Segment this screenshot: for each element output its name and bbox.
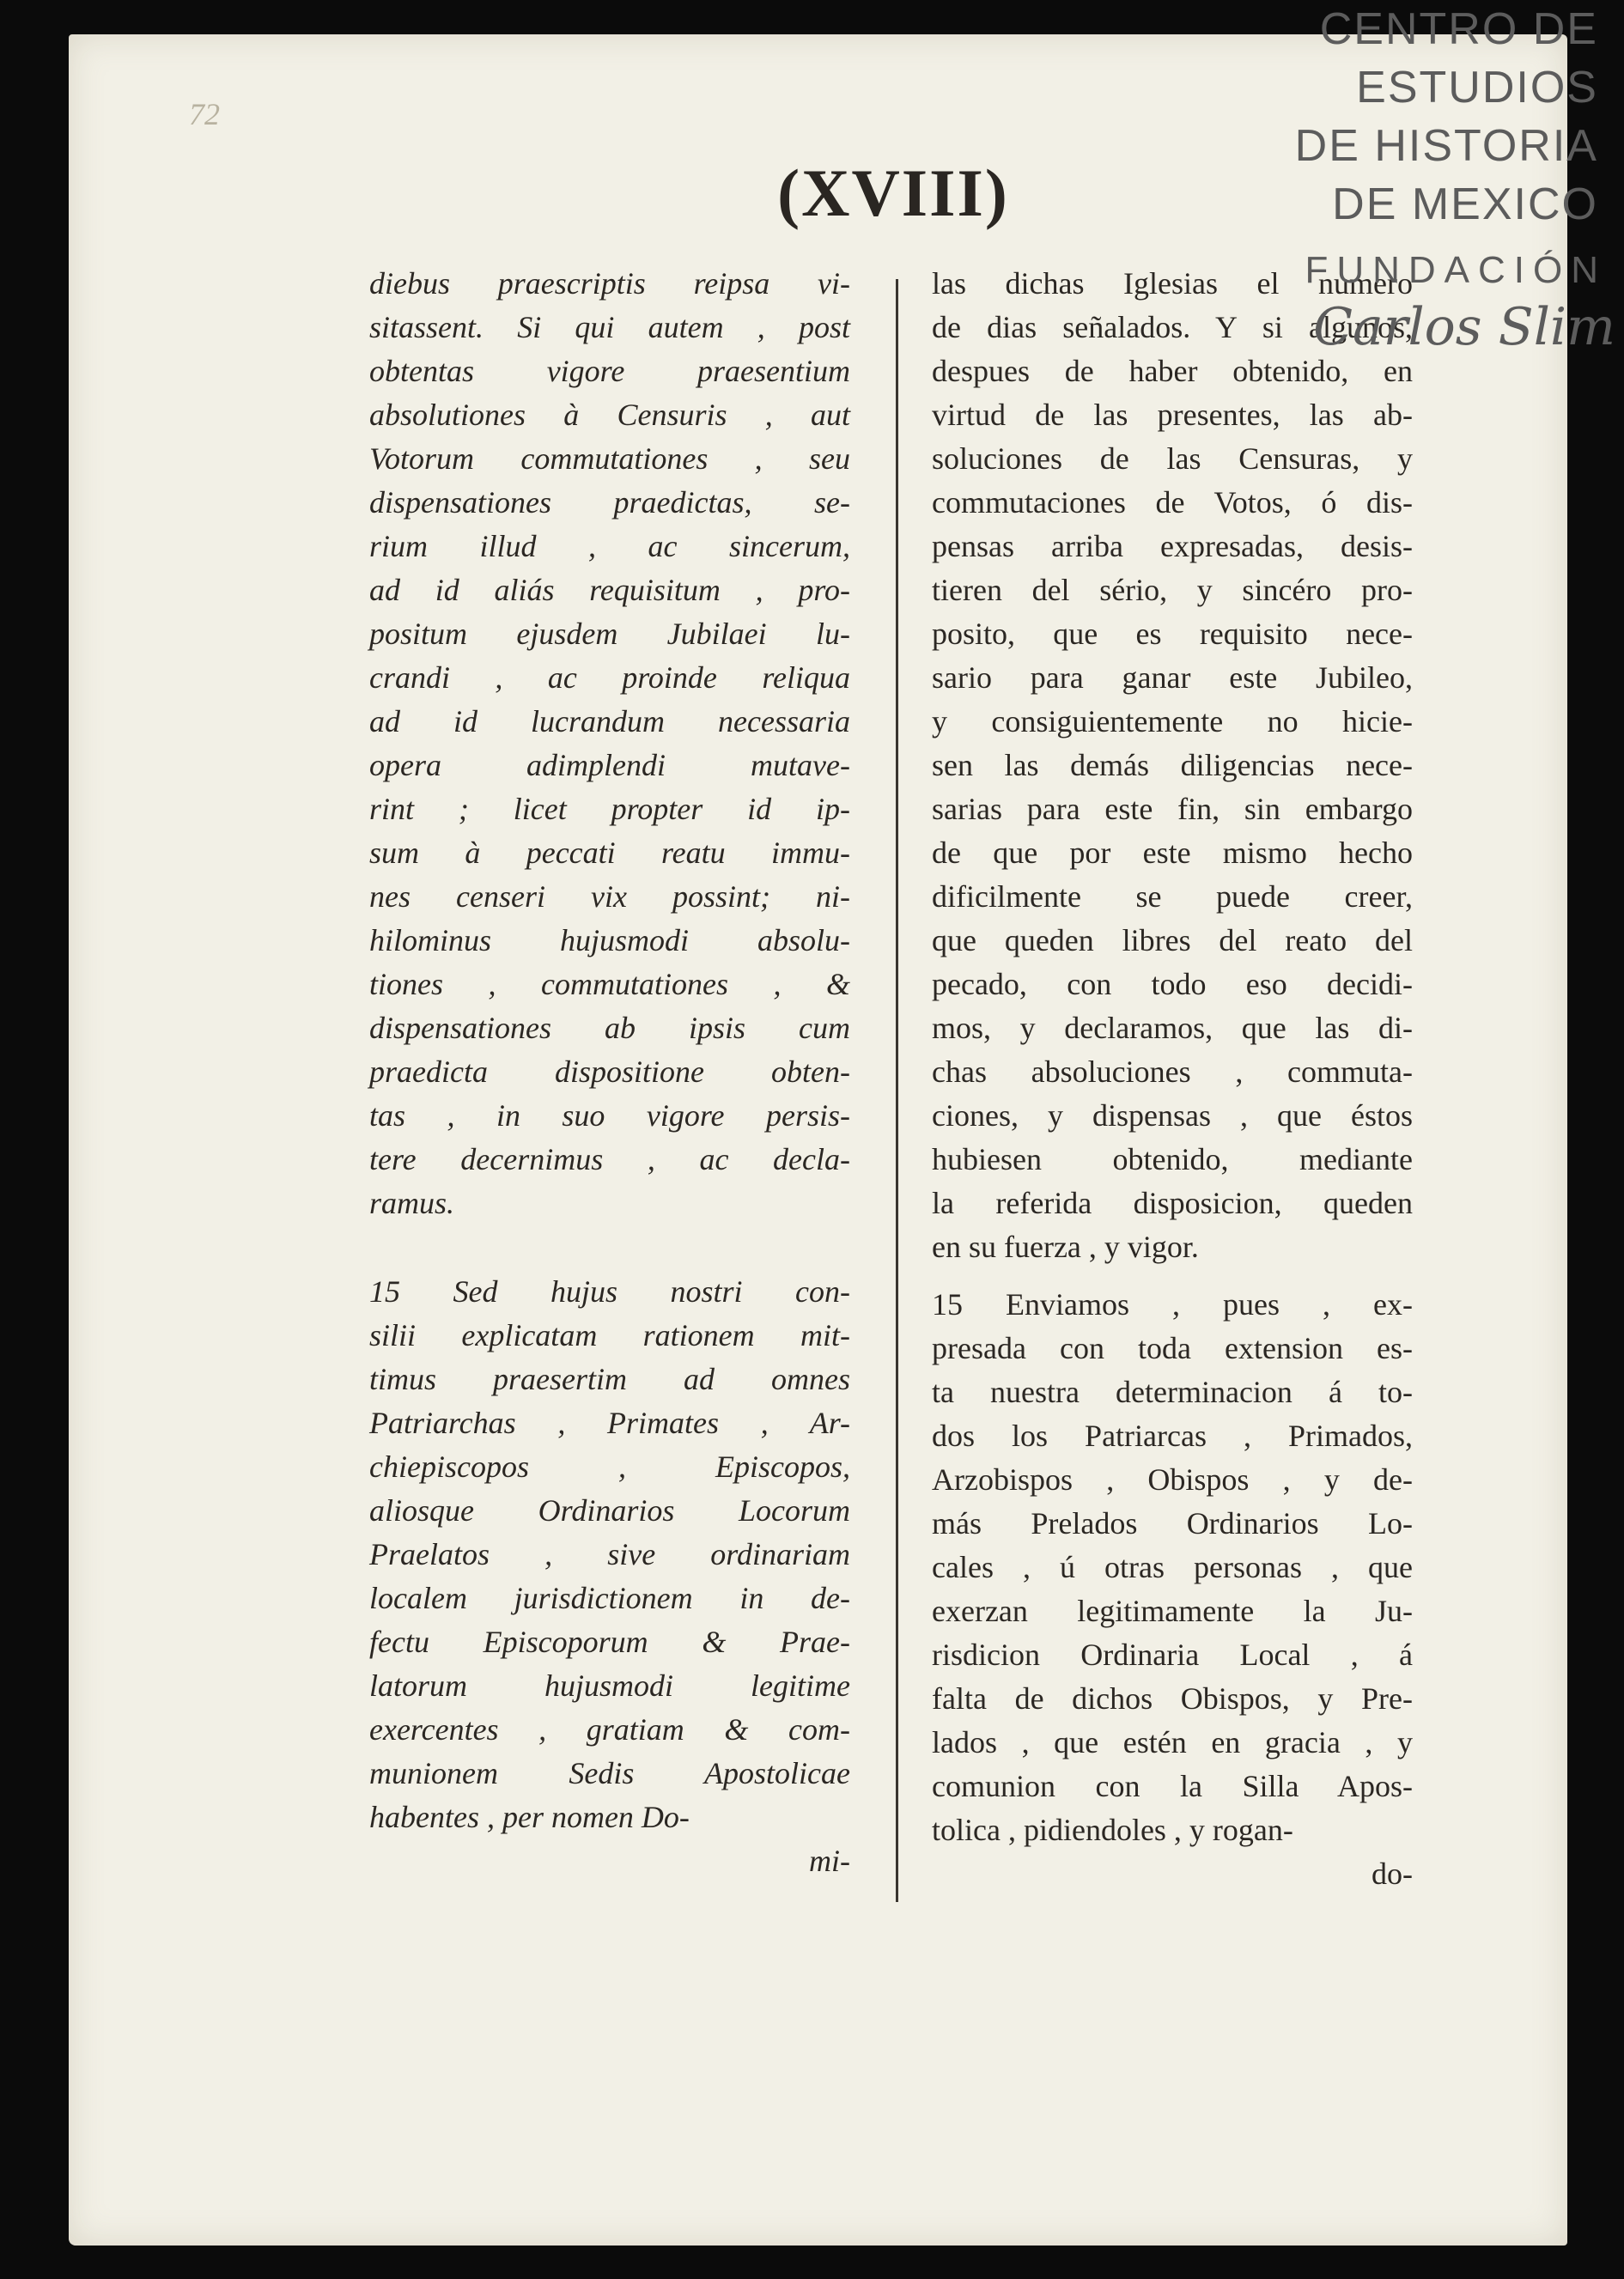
text-line: sum à peccati reatu immu- bbox=[369, 836, 850, 870]
text-line: ramus. bbox=[369, 1186, 455, 1220]
text-line: soluciones de las Censuras, y bbox=[932, 441, 1413, 476]
text-line: sen las demás diligencias nece- bbox=[932, 748, 1413, 782]
text-line: 15 Enviamos , pues , ex- bbox=[932, 1287, 1413, 1322]
text-line: Praelatos , sive ordinariam bbox=[369, 1537, 850, 1571]
paragraph-gap bbox=[932, 1269, 1413, 1283]
text-line: habentes , per nomen Do- bbox=[369, 1800, 690, 1834]
text-line: dispensationes praedictas, se- bbox=[369, 485, 850, 520]
text-line: latorum hujusmodi legitime bbox=[369, 1668, 850, 1703]
text-line: Patriarchas , Primates , Ar- bbox=[369, 1406, 850, 1440]
text-line: commutaciones de Votos, ó dis- bbox=[932, 485, 1413, 520]
text-line: exercentes , gratiam & com- bbox=[369, 1712, 850, 1747]
text-line: fectu Episcoporum & Prae- bbox=[369, 1625, 850, 1659]
archive-watermark bbox=[1280, 0, 1624, 395]
text-line: opera adimplendi mutave- bbox=[369, 748, 850, 782]
page-title: (XVIII) bbox=[777, 155, 1009, 230]
text-line: Votorum commutationes , seu bbox=[369, 441, 850, 476]
text-line: de que por este mismo hecho bbox=[932, 836, 1413, 870]
text-line: ciones, y dispensas , que éstos bbox=[932, 1098, 1413, 1133]
watermark-signature: Carlos Slim bbox=[1313, 297, 1615, 357]
text-line: rium illud , ac sincerum, bbox=[369, 529, 850, 563]
text-line: risdicion Ordinaria Local , á bbox=[932, 1638, 1413, 1672]
text-line: ad id lucrandum necessaria bbox=[369, 704, 850, 738]
latin-paragraph-2 bbox=[369, 1270, 850, 1839]
text-line: ad id aliás requisitum , pro- bbox=[369, 573, 850, 607]
text-line: presada con toda extension es- bbox=[932, 1331, 1413, 1365]
corner-annotation: 72 bbox=[189, 97, 220, 131]
text-line: obtentas vigore praesentium bbox=[369, 354, 850, 388]
text-line: cales , ú otras personas , que bbox=[932, 1550, 1413, 1584]
latin-catchword: mi- bbox=[809, 1844, 850, 1878]
text-line: dos los Patriarcas , Primados, bbox=[932, 1419, 1413, 1453]
spanish-paragraph-2 bbox=[932, 1283, 1413, 1852]
text-line: ESTUDIOS bbox=[1356, 63, 1598, 112]
text-line: tolica , pidiendoles , y rogan- bbox=[932, 1813, 1293, 1847]
text-line: nes censeri vix possint; ni- bbox=[369, 879, 850, 914]
text-line: despues de haber obtenido, en bbox=[932, 354, 1413, 388]
watermark-center-lines bbox=[1280, 0, 1624, 234]
text-line: silii explicatam rationem mit- bbox=[369, 1318, 850, 1352]
text-line: sario para ganar este Jubileo, bbox=[932, 660, 1413, 695]
text-line: DE MEXICO bbox=[1332, 179, 1598, 229]
text-line: 15 Sed hujus nostri con- bbox=[369, 1274, 850, 1309]
text-line: sarias para este fin, sin embargo bbox=[932, 792, 1413, 826]
text-line: hubiesen obtenido, mediante bbox=[932, 1142, 1413, 1176]
text-line: hilominus hujusmodi absolu- bbox=[369, 923, 850, 957]
text-line: munionem Sedis Apostolicae bbox=[369, 1756, 850, 1790]
text-line: DE HISTORIA bbox=[1294, 121, 1598, 171]
text-line: sitassent. Si qui autem , post bbox=[369, 310, 850, 344]
text-line: positum ejusdem Jubilaei lu- bbox=[369, 617, 850, 651]
text-line: las dichas Iglesias el numero bbox=[932, 266, 1413, 301]
text-line: praedicta dispositione obten- bbox=[369, 1054, 850, 1089]
text-line: timus praesertim ad omnes bbox=[369, 1362, 850, 1396]
text-line: tere decernimus , ac decla- bbox=[369, 1142, 850, 1176]
text-line: diebus praescriptis reipsa vi- bbox=[369, 266, 850, 301]
watermark-foundation: FUNDACIÓN bbox=[1305, 249, 1607, 291]
text-line: Arzobispos , Obispos , y de- bbox=[932, 1462, 1413, 1497]
latin-column bbox=[369, 262, 850, 1883]
text-line: lados , que estén en gracia , y bbox=[932, 1725, 1413, 1759]
text-line: crandi , ac proinde reliqua bbox=[369, 660, 850, 695]
spanish-paragraph-1 bbox=[932, 262, 1413, 1269]
text-line: virtud de las presentes, las ab- bbox=[932, 398, 1413, 432]
text-line: CENTRO DE bbox=[1319, 4, 1598, 54]
text-line: absolutiones à Censuris , aut bbox=[369, 398, 850, 432]
text-line: pecado, con todo eso decidi- bbox=[932, 967, 1413, 1001]
text-line: aliosque Ordinarios Locorum bbox=[369, 1493, 850, 1528]
spanish-column bbox=[932, 262, 1413, 1896]
text-line: posito, que es requisito nece- bbox=[932, 617, 1413, 651]
text-line: tieren del sério, y sincéro pro- bbox=[932, 573, 1413, 607]
text-line: falta de dichos Obispos, y Pre- bbox=[932, 1681, 1413, 1716]
text-line: chas absoluciones , commuta- bbox=[932, 1054, 1413, 1089]
text-line: exerzan legitimamente la Ju- bbox=[932, 1594, 1413, 1628]
text-line: dificilmente se puede creer, bbox=[932, 879, 1413, 914]
text-line: pensas arriba expresadas, desis- bbox=[932, 529, 1413, 563]
paragraph-gap bbox=[369, 1225, 850, 1270]
column-divider bbox=[896, 279, 898, 1902]
text-line: mos, y declaramos, que las di- bbox=[932, 1011, 1413, 1045]
text-line: localem jurisdictionem in de- bbox=[369, 1581, 850, 1615]
latin-paragraph-1 bbox=[369, 262, 850, 1225]
text-line: de dias señalados. Y si algunos, bbox=[932, 310, 1413, 344]
spanish-catchword: do- bbox=[1372, 1857, 1413, 1891]
text-line: comunion con la Silla Apos- bbox=[932, 1769, 1413, 1803]
text-line: en su fuerza , y vigor. bbox=[932, 1230, 1199, 1264]
text-line: tiones , commutationes , & bbox=[369, 967, 850, 1001]
text-line: ta nuestra determinacion á to- bbox=[932, 1375, 1413, 1409]
text-line: la referida disposicion, queden bbox=[932, 1186, 1413, 1220]
text-line: chiepiscopos , Episcopos, bbox=[369, 1449, 850, 1484]
text-line: tas , in suo vigore persis- bbox=[369, 1098, 850, 1133]
text-line: rint ; licet propter id ip- bbox=[369, 792, 850, 826]
text-line: dispensationes ab ipsis cum bbox=[369, 1011, 850, 1045]
text-line: que queden libres del reato del bbox=[932, 923, 1413, 957]
text-line: y consiguientemente no hicie- bbox=[932, 704, 1413, 738]
text-line: más Prelados Ordinarios Lo- bbox=[932, 1506, 1413, 1541]
